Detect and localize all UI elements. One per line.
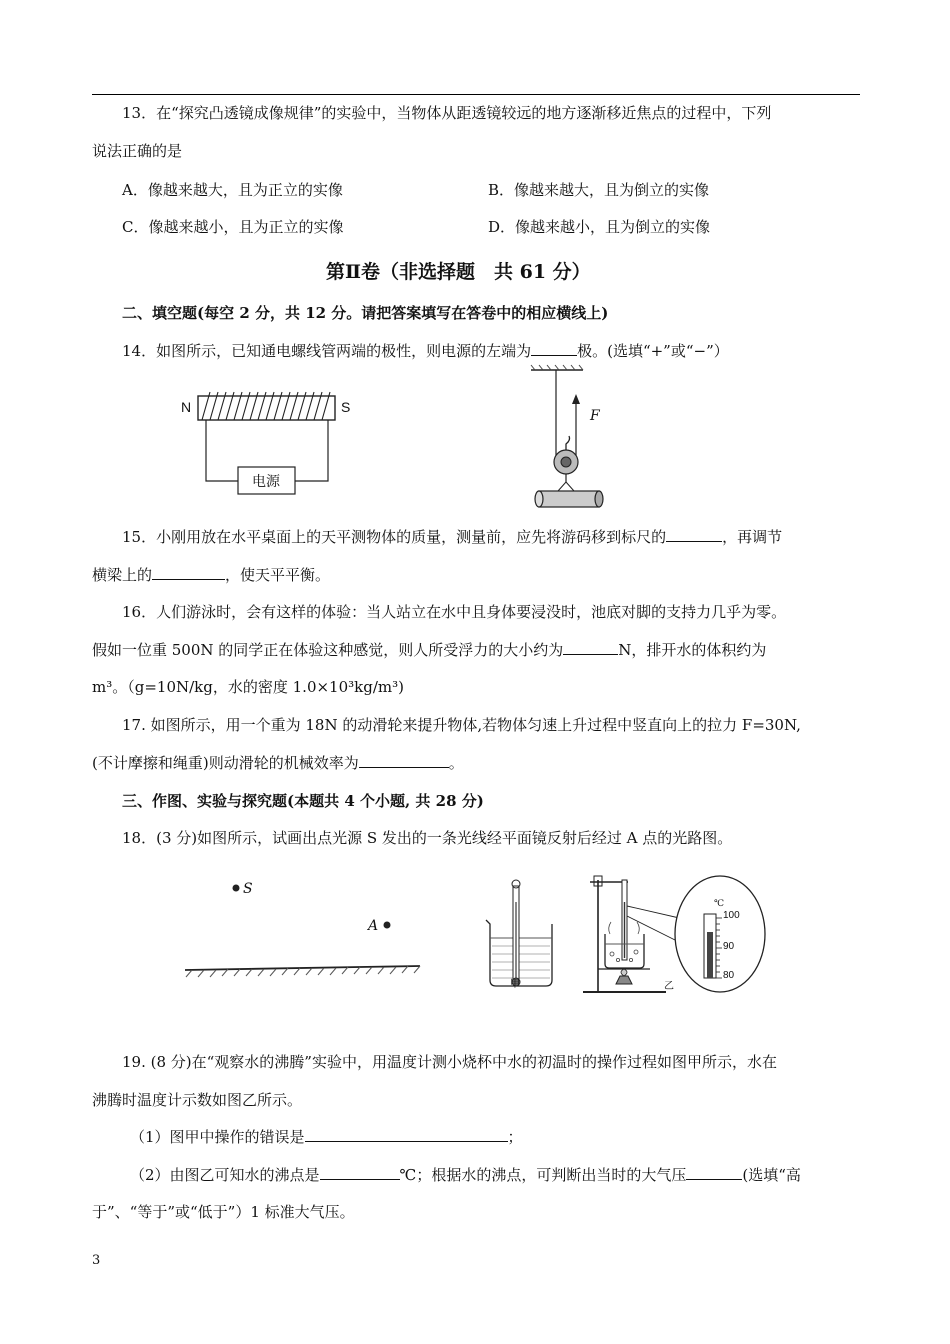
q19-sub2-line2: 于”、“等于”或“低于”）1 标准大气压。 — [92, 1203, 355, 1221]
header-rule — [92, 94, 860, 95]
q17-line2-pre: (不计摩擦和绳重)则动滑轮的机械效率为 — [92, 754, 359, 772]
q15-line1 — [122, 527, 782, 547]
q16-line2-pre: 假如一位重 500N 的同学正在体验这种感觉，则人所受浮力的大小约为 — [92, 641, 564, 659]
q19-apparatus-figure — [478, 872, 778, 997]
q16-line1: 16．人们游泳时，会有这样的体验：当人站立在水中且身体要浸没时，池底对脚的支持力几乎为零。 — [122, 603, 787, 621]
point-a-dot — [384, 922, 391, 929]
q19-sub1-post: ； — [507, 1128, 523, 1146]
q16-line2-post: N，排开水的体积约为 — [618, 641, 767, 659]
q19-sub1-pre: （1）图甲中操作的错误是 — [130, 1128, 305, 1146]
q17-line2 — [92, 753, 464, 773]
part2-title: 第Ⅱ卷（非选择题 共 61 分） — [326, 261, 591, 283]
section2-heading: 二、填空题(每空 2 分，共 12 分。请把答案填写在答卷中的相应横线上) — [122, 304, 609, 322]
q18-label-a: A — [368, 918, 379, 934]
q13-stem-line1: 13．在“探究凸透镜成像规律”的实验中，当物体从距透镜较远的地方逐渐移近焦点的过程中，下列 — [122, 104, 772, 122]
q17-line1: 17. 如图所示，用一个重为 18N 的动滑轮来提升物体,若物体匀速上升过程中竖直向上的拉力 F=30N, — [122, 716, 801, 734]
q17-force-label: F — [590, 408, 600, 424]
q15-line2-post: ，使天平平衡。 — [225, 566, 331, 584]
q15-line2-pre: 横梁上的 — [92, 566, 153, 584]
q19-label-unit: ℃ — [714, 899, 725, 909]
q17-pulley-figure — [525, 364, 625, 514]
q19-sub2-post: (选填“高 — [742, 1166, 801, 1184]
q14-label-s: S — [341, 399, 351, 415]
q14-label-n: N — [181, 399, 192, 415]
q19-tick-80: 80 — [723, 970, 735, 981]
q18-mirror-figure — [180, 875, 425, 980]
q15-line1-post: ，再调节 — [722, 528, 783, 546]
q19-tick-100: 100 — [723, 910, 740, 921]
q19-sub2-pre: （2）由图乙可知水的沸点是 — [130, 1166, 320, 1184]
q13-option-b: B．像越来越大，且为倒立的实像 — [488, 181, 710, 199]
q13-option-d: D．像越来越小，且为倒立的实像 — [488, 218, 711, 236]
q13-stem-line2: 说法正确的是 — [92, 142, 183, 160]
q18-text: 18．(3 分)如图所示，试画出点光源 S 发出的一条光线经平面镜反射后经过 A 点的光路图。 — [122, 829, 733, 847]
q19-sub2 — [130, 1165, 801, 1185]
q19-answer-blank-3[interactable] — [686, 1165, 742, 1180]
q15-answer-blank-1[interactable] — [666, 527, 722, 542]
q13-option-c: C．像越来越小，且为正立的实像 — [122, 218, 344, 236]
q15-line1-pre: 15．小刚用放在水平桌面上的天平测物体的质量，测量前，应先将游码移到标尺的 — [122, 528, 667, 546]
q14-solenoid-figure — [178, 385, 378, 500]
q15-line2 — [92, 565, 330, 585]
q14-text-pre: 14．如图所示，已知通电螺线管两端的极性，则电源的左端为 — [122, 342, 532, 360]
q14-power-source-label: 电源 — [252, 474, 280, 490]
q19-tick-90: 90 — [723, 941, 735, 952]
q18-label-s: S — [243, 881, 253, 897]
section3-heading: 三、作图、实验与探究题(本题共 4 个小题, 共 28 分) — [122, 792, 484, 810]
q17-line2-post: 。 — [448, 754, 464, 772]
q14-text-post: 极。(选填“+”或“−”） — [577, 342, 729, 360]
q19-sub1 — [130, 1127, 523, 1147]
q19-line2: 沸腾时温度计示数如图乙所示。 — [92, 1091, 303, 1109]
q16-answer-blank-1[interactable] — [563, 640, 618, 655]
point-s-dot — [233, 885, 240, 892]
q19-label-yi: 乙 — [664, 981, 674, 992]
q17-answer-blank[interactable] — [359, 753, 449, 768]
page-number: 3 — [92, 1253, 101, 1268]
q16-line2 — [92, 640, 766, 660]
q13-option-a: A．像越来越大，且为正立的实像 — [122, 181, 343, 199]
q19-label-jia: 甲 — [510, 979, 520, 990]
q19-line1: 19. (8 分)在“观察水的沸腾”实验中，用温度计测小烧杯中水的初温时的操作过程如图甲所示，水在 — [122, 1053, 777, 1071]
q19-answer-blank-1[interactable] — [305, 1127, 508, 1142]
q14-text — [122, 341, 729, 361]
q19-sub2-mid: ℃；根据水的沸点，可判断出当时的大气压 — [399, 1166, 687, 1184]
q19-answer-blank-2[interactable] — [320, 1165, 400, 1180]
q16-line3: m³。（g=10N/kg，水的密度 1.0×10³kg/m³) — [92, 678, 404, 696]
q15-answer-blank-2[interactable] — [152, 565, 225, 580]
q14-answer-blank[interactable] — [531, 341, 577, 356]
